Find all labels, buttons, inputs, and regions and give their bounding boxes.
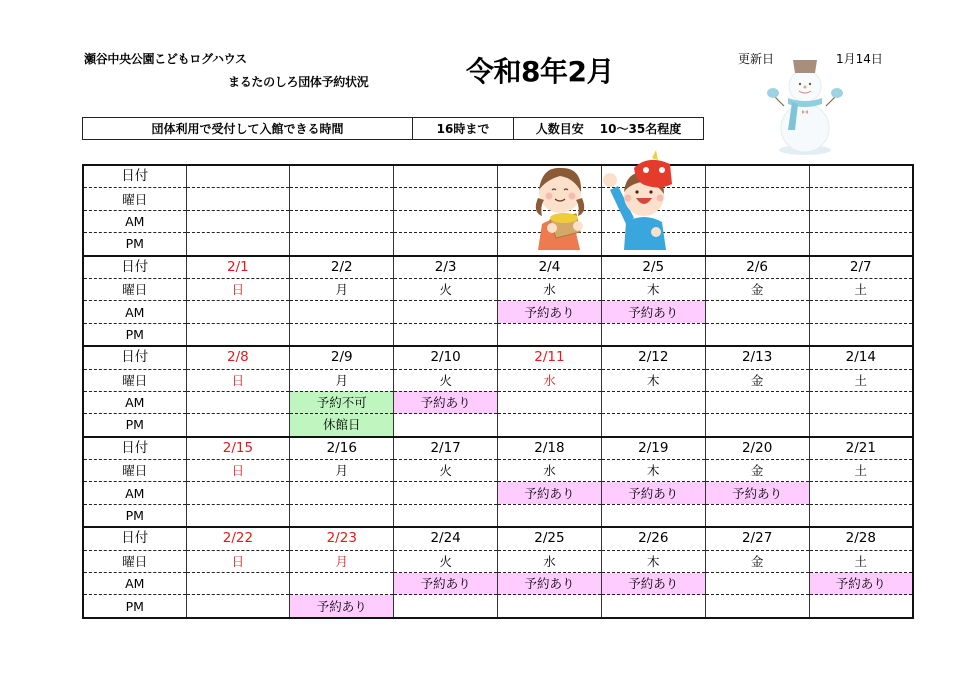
calendar-row-weekday xyxy=(83,550,913,572)
calendar-row-date xyxy=(83,165,913,188)
day-weekday: 日 xyxy=(186,369,290,391)
day-weekday: 木 xyxy=(601,278,705,300)
day-date: 2/21 xyxy=(809,437,913,460)
pm-slot-cell[interactable] xyxy=(498,504,602,527)
pm-slot-cell[interactable] xyxy=(186,414,290,437)
row-label-am: AM xyxy=(83,482,186,504)
pm-slot-cell[interactable] xyxy=(394,414,498,437)
pm-slot-cell[interactable] xyxy=(705,595,809,618)
day-date: 2/8 xyxy=(186,346,290,369)
calendar-row-pm xyxy=(83,595,913,618)
day-weekday: 金 xyxy=(705,460,809,482)
pm-slot-cell[interactable] xyxy=(705,504,809,527)
am-slot-cell[interactable]: 予約あり xyxy=(601,573,705,595)
day-weekday: 土 xyxy=(809,460,913,482)
day-date: 2/27 xyxy=(705,527,809,550)
pm-slot-cell[interactable] xyxy=(809,414,913,437)
am-slot-cell[interactable] xyxy=(705,210,809,232)
capacity-value: 10～35名程度 xyxy=(599,122,682,136)
day-date: 2/24 xyxy=(394,527,498,550)
day-weekday: 月 xyxy=(290,369,394,391)
day-date: 2/28 xyxy=(809,527,913,550)
am-slot-cell[interactable] xyxy=(394,301,498,323)
calendar-row-weekday xyxy=(83,369,913,391)
row-label-pm: PM xyxy=(83,233,186,256)
calendar-row-am xyxy=(83,301,913,323)
calendar-row-date xyxy=(83,437,913,460)
day-date: 2/12 xyxy=(601,346,705,369)
pm-slot-cell[interactable] xyxy=(290,233,394,256)
entry-time-value: 16時まで xyxy=(413,118,514,139)
day-date: 2/15 xyxy=(186,437,290,460)
am-slot-cell[interactable] xyxy=(186,482,290,504)
pm-slot-cell[interactable] xyxy=(186,233,290,256)
row-label-weekday: 曜日 xyxy=(83,550,186,572)
setsubun-kids-illustration-icon xyxy=(524,150,686,250)
day-weekday: 土 xyxy=(809,550,913,572)
day-date: 2/14 xyxy=(809,346,913,369)
day-weekday: 土 xyxy=(809,369,913,391)
day-weekday xyxy=(394,188,498,210)
day-weekday: 水 xyxy=(498,550,602,572)
day-date: 2/23 xyxy=(290,527,394,550)
row-label-pm: PM xyxy=(83,595,186,618)
day-weekday: 月 xyxy=(290,278,394,300)
page-title: 令和8年2月 xyxy=(466,55,614,88)
row-label-weekday: 曜日 xyxy=(83,460,186,482)
am-slot-cell[interactable]: 予約あり xyxy=(705,482,809,504)
am-slot-cell[interactable] xyxy=(394,482,498,504)
pm-slot-cell[interactable]: 予約あり xyxy=(290,595,394,618)
day-weekday xyxy=(705,188,809,210)
day-weekday: 月 xyxy=(290,460,394,482)
day-weekday: 土 xyxy=(809,278,913,300)
pm-slot-cell[interactable] xyxy=(290,323,394,346)
row-label-pm: PM xyxy=(83,504,186,527)
row-label-weekday: 曜日 xyxy=(83,188,186,210)
day-weekday: 金 xyxy=(705,278,809,300)
pm-slot-cell[interactable] xyxy=(186,504,290,527)
am-slot-cell[interactable]: 予約あり xyxy=(394,391,498,413)
pm-slot-cell[interactable] xyxy=(601,595,705,618)
pm-slot-cell[interactable] xyxy=(809,323,913,346)
day-date: 2/3 xyxy=(394,256,498,279)
reservation-calendar-table xyxy=(82,164,914,619)
day-weekday: 火 xyxy=(394,278,498,300)
entry-time-label: 団体利用で受付して入館できる時間 xyxy=(83,118,413,139)
day-date: 2/10 xyxy=(394,346,498,369)
day-date: 2/2 xyxy=(290,256,394,279)
day-date: 2/16 xyxy=(290,437,394,460)
day-weekday: 日 xyxy=(186,278,290,300)
row-label-date: 日付 xyxy=(83,527,186,550)
row-label-am: AM xyxy=(83,210,186,232)
day-date: 2/19 xyxy=(601,437,705,460)
day-date xyxy=(394,165,498,188)
calendar-row-am xyxy=(83,210,913,232)
pm-slot-cell[interactable] xyxy=(705,323,809,346)
day-date: 2/1 xyxy=(186,256,290,279)
am-slot-cell[interactable] xyxy=(809,391,913,413)
calendar-row-pm xyxy=(83,323,913,346)
calendar-row-weekday xyxy=(83,188,913,210)
pm-slot-cell[interactable] xyxy=(601,414,705,437)
day-weekday xyxy=(186,188,290,210)
calendar-row-date xyxy=(83,256,913,279)
row-label-weekday: 曜日 xyxy=(83,278,186,300)
day-date xyxy=(290,165,394,188)
day-date: 2/4 xyxy=(498,256,602,279)
day-date: 2/18 xyxy=(498,437,602,460)
pm-slot-cell[interactable] xyxy=(601,504,705,527)
capacity-label: 人数目安 xyxy=(535,122,584,136)
page-subtitle: まるたのしろ団体予約状況 xyxy=(228,75,369,89)
day-date: 2/13 xyxy=(705,346,809,369)
am-slot-cell[interactable]: 予約あり xyxy=(498,573,602,595)
day-weekday: 水 xyxy=(498,278,602,300)
row-label-date: 日付 xyxy=(83,256,186,279)
am-slot-cell[interactable] xyxy=(186,391,290,413)
am-slot-cell[interactable] xyxy=(186,210,290,232)
calendar-row-weekday xyxy=(83,278,913,300)
calendar-row-weekday xyxy=(83,460,913,482)
day-weekday: 日 xyxy=(186,550,290,572)
am-slot-cell[interactable] xyxy=(290,301,394,323)
pm-slot-cell[interactable]: 休館日 xyxy=(290,414,394,437)
day-date xyxy=(186,165,290,188)
day-weekday: 月 xyxy=(290,550,394,572)
row-label-am: AM xyxy=(83,301,186,323)
day-weekday xyxy=(809,188,913,210)
am-slot-cell[interactable] xyxy=(498,391,602,413)
pm-slot-cell[interactable] xyxy=(394,323,498,346)
day-weekday: 金 xyxy=(705,369,809,391)
am-slot-cell[interactable] xyxy=(186,301,290,323)
row-label-pm: PM xyxy=(83,414,186,437)
calendar-row-pm xyxy=(83,504,913,527)
day-date xyxy=(705,165,809,188)
pm-slot-cell[interactable] xyxy=(705,233,809,256)
updated-label: 更新日 xyxy=(738,52,775,66)
day-weekday: 水 xyxy=(498,460,602,482)
calendar-row-pm xyxy=(83,233,913,256)
row-label-am: AM xyxy=(83,573,186,595)
row-label-pm: PM xyxy=(83,323,186,346)
day-date: 2/7 xyxy=(809,256,913,279)
pm-slot-cell[interactable] xyxy=(809,233,913,256)
day-weekday xyxy=(290,188,394,210)
pm-slot-cell[interactable] xyxy=(498,595,602,618)
calendar-row-am xyxy=(83,573,913,595)
row-label-am: AM xyxy=(83,391,186,413)
am-slot-cell[interactable] xyxy=(809,301,913,323)
organization-name: 瀬谷中央公園こどもログハウス xyxy=(84,52,247,66)
pm-slot-cell[interactable] xyxy=(498,323,602,346)
am-slot-cell[interactable]: 予約あり xyxy=(809,573,913,595)
am-slot-cell[interactable] xyxy=(290,482,394,504)
calendar-row-date xyxy=(83,346,913,369)
day-weekday: 金 xyxy=(705,550,809,572)
pm-slot-cell[interactable] xyxy=(186,595,290,618)
row-label-date: 日付 xyxy=(83,437,186,460)
day-weekday: 木 xyxy=(601,369,705,391)
row-label-date: 日付 xyxy=(83,346,186,369)
am-slot-cell[interactable] xyxy=(809,482,913,504)
snowman-illustration-icon xyxy=(764,56,846,156)
day-weekday: 火 xyxy=(394,369,498,391)
pm-slot-cell[interactable] xyxy=(394,233,498,256)
pm-slot-cell[interactable] xyxy=(394,504,498,527)
day-date: 2/5 xyxy=(601,256,705,279)
pm-slot-cell[interactable] xyxy=(705,414,809,437)
am-slot-cell[interactable] xyxy=(601,391,705,413)
day-date: 2/11 xyxy=(498,346,602,369)
day-date: 2/6 xyxy=(705,256,809,279)
calendar-row-am xyxy=(83,482,913,504)
updated-date: 1月14日 xyxy=(836,52,883,66)
info-bar xyxy=(82,117,704,140)
day-date: 2/9 xyxy=(290,346,394,369)
am-slot-cell[interactable] xyxy=(705,573,809,595)
am-slot-cell[interactable]: 予約あり xyxy=(498,301,602,323)
day-date: 2/22 xyxy=(186,527,290,550)
pm-slot-cell[interactable] xyxy=(809,504,913,527)
pm-slot-cell[interactable] xyxy=(809,595,913,618)
row-label-weekday: 曜日 xyxy=(83,369,186,391)
am-slot-cell[interactable]: 予約あり xyxy=(601,482,705,504)
calendar-row-date xyxy=(83,527,913,550)
am-slot-cell[interactable] xyxy=(394,210,498,232)
am-slot-cell[interactable] xyxy=(290,210,394,232)
day-date: 2/17 xyxy=(394,437,498,460)
day-date: 2/25 xyxy=(498,527,602,550)
am-slot-cell[interactable]: 予約あり xyxy=(394,573,498,595)
day-weekday: 木 xyxy=(601,550,705,572)
am-slot-cell[interactable] xyxy=(809,210,913,232)
am-slot-cell[interactable] xyxy=(705,391,809,413)
am-slot-cell[interactable]: 予約あり xyxy=(601,301,705,323)
am-slot-cell[interactable]: 予約あり xyxy=(498,482,602,504)
day-weekday: 木 xyxy=(601,460,705,482)
am-slot-cell[interactable] xyxy=(705,301,809,323)
pm-slot-cell[interactable] xyxy=(394,595,498,618)
am-slot-cell[interactable] xyxy=(186,573,290,595)
capacity-cell xyxy=(514,118,703,139)
calendar-row-pm xyxy=(83,414,913,437)
row-label-date: 日付 xyxy=(83,165,186,188)
calendar-row-am xyxy=(83,391,913,413)
pm-slot-cell[interactable] xyxy=(290,504,394,527)
day-weekday: 火 xyxy=(394,460,498,482)
pm-slot-cell[interactable] xyxy=(601,323,705,346)
day-date xyxy=(809,165,913,188)
day-weekday: 水 xyxy=(498,369,602,391)
am-slot-cell[interactable] xyxy=(290,573,394,595)
day-weekday: 火 xyxy=(394,550,498,572)
day-date: 2/20 xyxy=(705,437,809,460)
day-weekday: 日 xyxy=(186,460,290,482)
am-slot-cell[interactable]: 予約不可 xyxy=(290,391,394,413)
pm-slot-cell[interactable] xyxy=(498,414,602,437)
pm-slot-cell[interactable] xyxy=(186,323,290,346)
day-date: 2/26 xyxy=(601,527,705,550)
